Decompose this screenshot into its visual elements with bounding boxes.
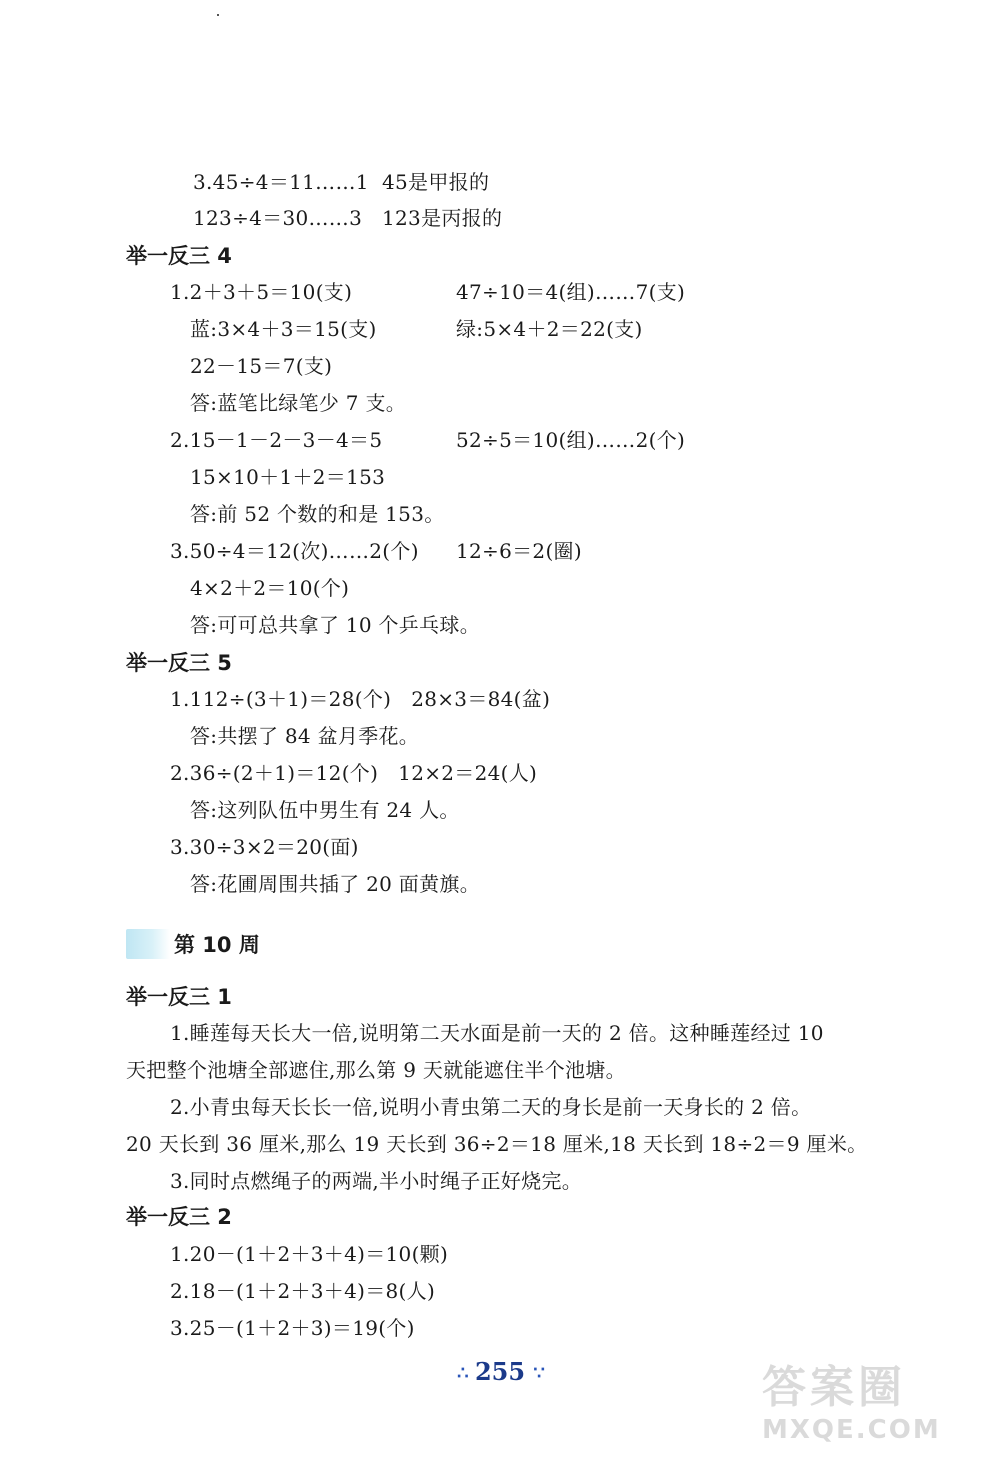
week-heading-bar: [126, 929, 170, 959]
week-heading: [126, 927, 260, 961]
watermark-text: 答案圈: [762, 1362, 906, 1413]
answer-line: 答:花圃周围共插了 20 面黄旗。: [190, 872, 481, 896]
watermark-logo: [762, 1351, 982, 1461]
answer-line: 3.25－(1＋2＋3)＝19(个): [170, 1316, 415, 1340]
scan-speck: [217, 14, 219, 16]
answer-line: 答:这列队伍中男生有 24 人。: [190, 798, 460, 822]
answer-line: 答:蓝笔比绿笔少 7 支。: [190, 391, 407, 415]
answer-line: 3.45÷4＝11……1: [193, 170, 369, 194]
answer-line: 12÷6＝2(圈): [456, 539, 582, 563]
answer-line: 1.2＋3＋5＝10(支): [170, 280, 353, 304]
paragraph-line: 2.小青虫每天长长一倍,说明小青虫第二天的身长是前一天身长的 2 倍。: [170, 1095, 812, 1119]
watermark-url: MXQE.COM: [762, 1415, 941, 1445]
answer-line: 1.20－(1＋2＋3＋4)＝10(颗): [170, 1242, 449, 1266]
answer-line: 1.112÷(3＋1)＝28(个) 28×3＝84(盆): [170, 687, 551, 711]
answer-line: 52÷5＝10(组)……2(个): [456, 428, 686, 452]
section-heading: 举一反三 5: [126, 651, 232, 675]
answer-line: 2.15－1－2－3－4＝5: [170, 428, 383, 452]
week-title: 第 10 周: [174, 933, 260, 957]
answer-line: 22－15＝7(支): [190, 354, 333, 378]
answer-line: 答:可可总共拿了 10 个乒乓球。: [190, 613, 481, 637]
paragraph-line: 1.睡莲每天长大一倍,说明第二天水面是前一天的 2 倍。这种睡莲经过 10: [170, 1021, 824, 1045]
answer-line: 3.50÷4＝12(次)……2(个): [170, 539, 419, 563]
dots-left-icon: ∴: [457, 1363, 467, 1384]
answer-line: 2.18－(1＋2＋3＋4)＝8(人): [170, 1279, 436, 1303]
page-number-text: 255: [474, 1357, 526, 1386]
answer-line: 绿:5×4＋2＝22(支): [456, 317, 643, 341]
answer-line: 答:共摆了 84 盆月季花。: [190, 724, 420, 748]
answer-line: 47÷10＝4(组)……7(支): [456, 280, 686, 304]
answer-line: 123÷4＝30……3: [193, 206, 363, 230]
paragraph-line: 3.同时点燃绳子的两端,半小时绳子正好烧完。: [170, 1169, 583, 1193]
section-heading: 举一反三 2: [126, 1205, 232, 1229]
answer-line: 123是丙报的: [382, 206, 503, 230]
paragraph-line: 20 天长到 36 厘米,那么 19 天长到 36÷2＝18 厘米,18 天长到 18÷2＝9 厘米。: [126, 1132, 868, 1156]
section-heading: 举一反三 1: [126, 985, 232, 1009]
section-heading: 举一反三 4: [126, 244, 232, 268]
answer-line: 答:前 52 个数的和是 153。: [190, 502, 445, 526]
answer-line: 15×10＋1＋2＝153: [190, 465, 386, 489]
answer-line: 45是甲报的: [382, 170, 490, 194]
answer-line: 2.36÷(2＋1)＝12(个) 12×2＝24(人): [170, 761, 538, 785]
answer-line: 蓝:3×4＋3＝15(支): [190, 317, 377, 341]
dots-right-icon: ∵: [533, 1363, 543, 1384]
paragraph-line: 天把整个池塘全部遮住,那么第 9 天就能遮住半个池塘。: [126, 1058, 626, 1082]
answer-line: 3.30÷3×2＝20(面): [170, 835, 359, 859]
answer-line: 4×2＋2＝10(个): [190, 576, 350, 600]
